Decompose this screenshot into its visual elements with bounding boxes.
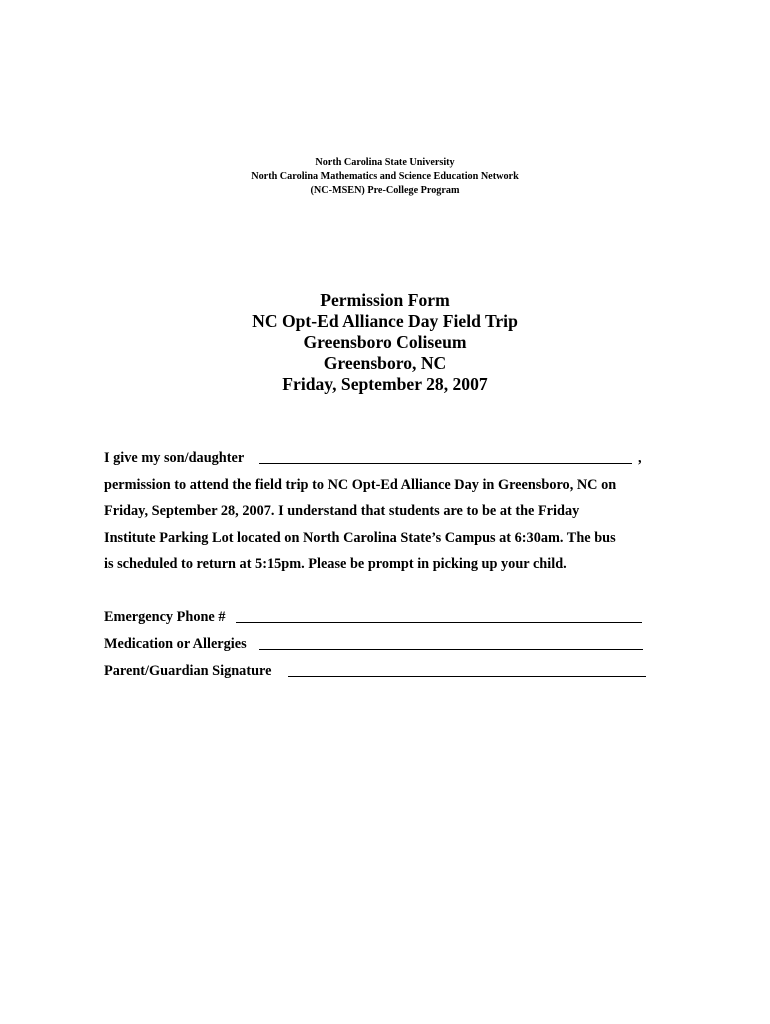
form-title: Permission Form	[320, 290, 450, 310]
signature-field[interactable]	[288, 676, 646, 677]
header-network: North Carolina Mathematics and Science Education Network	[251, 171, 519, 182]
medication-field[interactable]	[259, 649, 643, 650]
signature-label: Parent/Guardian Signature	[104, 663, 272, 679]
title-block	[0, 290, 770, 395]
paragraph-line-2: Friday, September 28, 2007. I understand that students are to be at the Friday	[104, 503, 580, 519]
paragraph-line-3: Institute Parking Lot located on North Carolina State’s Campus at 6:30am. The bus	[104, 530, 616, 546]
paragraph-line-4: is scheduled to return at 5:15pm. Please be prompt in picking up your child.	[104, 556, 567, 572]
child-comma: ,	[638, 450, 642, 466]
header-university: North Carolina State University	[315, 157, 455, 168]
event-date: Friday, September 28, 2007	[282, 374, 488, 394]
header-program: (NC-MSEN) Pre-College Program	[310, 185, 460, 196]
event-name: NC Opt-Ed Alliance Day Field Trip	[252, 311, 518, 331]
emergency-phone-field[interactable]	[236, 622, 642, 623]
emergency-phone-label: Emergency Phone #	[104, 609, 226, 625]
header	[0, 156, 770, 198]
paragraph-line-1: permission to attend the field trip to NC Opt-Ed Alliance Day in Greensboro, NC on	[104, 477, 617, 493]
medication-label: Medication or Allergies	[104, 636, 247, 652]
venue-name: Greensboro Coliseum	[303, 332, 467, 352]
child-name-field[interactable]	[259, 463, 632, 464]
child-label: I give my son/daughter	[104, 450, 245, 466]
venue-city: Greensboro, NC	[323, 353, 447, 373]
